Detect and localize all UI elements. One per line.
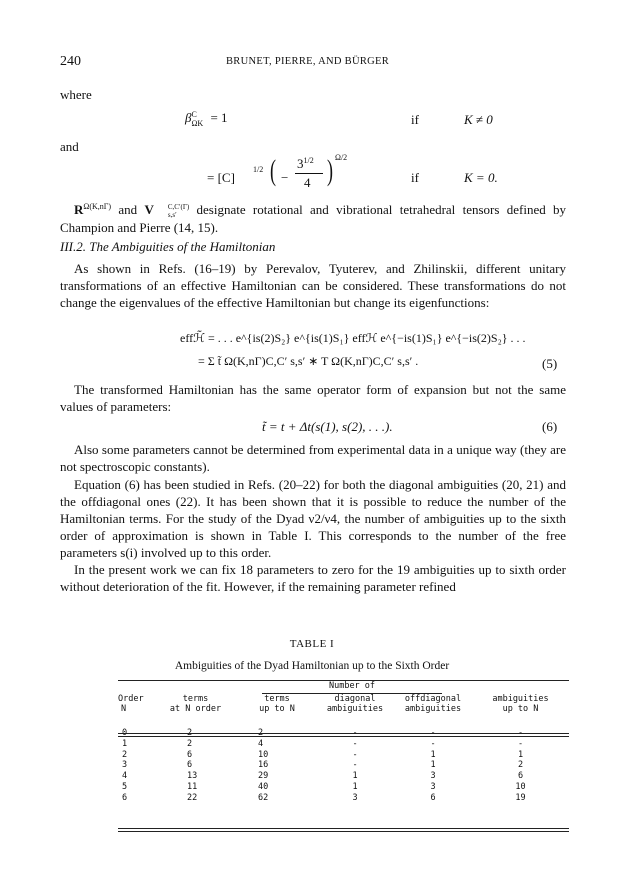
eq-beta-rhs: = 1 [210,110,228,125]
equation-5-line-1: effℋ̃ = . . . e^{is(2)S₂} e^{is(1)S₁} effℋ e^{−is(1)S₁} e^{−is(2)S₂} . . . [180,331,526,345]
cell-offdiagonal: 3 [430,781,436,792]
eq2-frac-num: $3^{1/2}$ [297,156,314,171]
eq2-minus: − [281,170,289,185]
cell-ambiguities: 2 [517,760,524,771]
table-caption: Ambiguities of the Dyad Hamiltonian up to the Sixth Order [174,660,450,672]
col-header-order: Order [118,694,144,704]
eq2-outer-exp: Ω/2 [335,153,348,162]
if-2: if [411,170,419,185]
tensor-r-sup: Ω(K,nΓ) [83,202,112,211]
cell-ambiguities: - [517,728,524,738]
table-row [118,771,569,782]
cell-terms-n: 22 [187,792,198,803]
table-label: TABLE I [289,638,335,650]
condition-1: K ≠ 0 [464,112,493,127]
table-bottom-rule-1 [118,828,569,829]
table-row [118,739,569,750]
cell-terms-up: 4 [258,738,264,749]
cell-terms-up: 2 [258,728,264,738]
cell-offdiagonal: - [430,738,436,749]
and-text: and [60,139,79,154]
if-1: if [411,112,419,127]
tensor-v-sup: C,C′(Γ) [167,203,190,211]
cell-offdiagonal: - [430,728,436,738]
paragraph-3: Also some parameters cannot be determined from experimental data in a unique way (they are not spectroscopic constants). [60,442,566,474]
table-header-row-2 [118,704,569,714]
table-group-header: Number of [328,681,376,691]
table-header-rule-2 [118,736,569,737]
eq2-paren-left: ( [270,154,276,187]
cell-terms-up: 62 [258,792,269,803]
col-header-terms-up: terms [264,694,290,704]
col-header-offdiagonal: offdiagonal [404,694,462,704]
col-subheader-ambiguities: up to N [502,704,539,714]
tensor-v-sub: s,s′ [167,211,177,219]
paragraph-1: As shown in Refs. (16–19) by Perevalov, Tyuterev, and Zhilinskii, different unitary transformations of an effective Hamiltonian can be considered. These transformations do not change the eigenvalues of the effective Hamiltonian but change its eigenfunctions: [60,261,566,310]
section-heading: III.2. The Ambiguities of the Hamiltonian [60,239,276,254]
paragraph-2: The transformed Hamiltonian has the same operator form of expansion but not the same values of parameters: [60,382,566,414]
cell-order: 6 [122,792,128,803]
cell-diagonal: - [352,728,358,738]
eq2-lhs: = [C] [207,170,235,185]
eq2-paren-right: ) [327,154,333,187]
eq-beta-symbol: β [185,110,192,125]
col-subheader-order: N [121,704,127,714]
cell-order: 5 [122,781,128,792]
page-number: 240 [60,54,81,69]
table-bottom-rule-2 [118,831,569,832]
table-row [118,782,569,793]
cell-diagonal: - [352,749,358,760]
cell-terms-n: 6 [187,760,193,771]
equation-5-line-2: = Σ t̃ Ω(K,nΓ)C,C′ s,s′ ∗ T Ω(K,nΓ)C,C′ s,s′ . [198,354,419,368]
cell-order: 3 [122,760,128,771]
cell-diagonal: - [352,760,358,771]
cell-terms-up: 29 [258,771,269,782]
cell-offdiagonal: 6 [430,792,436,803]
eq2-frac-bar [295,173,323,174]
cell-order: 1 [122,738,128,749]
cell-ambiguities: 19 [515,792,526,803]
cell-terms-up: 16 [258,760,269,771]
cell-diagonal: 3 [352,792,358,803]
col-subheader-offdiagonal: ambiguities [404,704,462,714]
tensor-sentence: designate rotational and vibrational tetrahedral tensors defined by Champion and Pierre (14, 15). [60,202,567,235]
col-subheader-terms-n: at N order [169,704,222,714]
ambiguities-table [118,694,569,804]
cell-diagonal: 1 [352,781,358,792]
equation-beta [185,110,228,128]
equation-c [207,152,377,188]
cell-terms-n: 11 [187,781,198,792]
cell-order: 4 [122,771,128,782]
cell-diagonal: - [352,738,358,749]
table-row [118,793,569,804]
where-text: where [60,87,92,102]
equation-5-number: (5) [542,356,558,371]
cell-ambiguities: 10 [515,781,526,792]
equation-6: t̃ = t + Δt(s(1), s(2), . . .). [262,419,393,434]
tensor-v-symbol: V [144,202,154,217]
eq2-exp: 1/2 [253,165,264,174]
tensor-r-symbol: R [74,202,84,217]
cell-terms-n: 13 [187,771,198,782]
cell-terms-up: 10 [258,749,269,760]
cell-offdiagonal: 3 [430,771,436,782]
equation-6-number: (6) [542,419,558,434]
col-header-terms-n: terms [182,694,209,704]
cell-ambiguities: - [517,738,524,749]
table-row [118,750,569,761]
cell-terms-n: 2 [187,738,193,749]
cell-terms-up: 40 [258,781,269,792]
condition-2: K = 0. [464,170,498,185]
table-header-row-1 [118,694,569,704]
eq-beta-sub: ΩK [191,119,204,128]
col-header-diagonal: diagonal [334,694,376,704]
cell-diagonal: 1 [352,771,358,782]
tensor-and: and [118,202,138,217]
col-subheader-diagonal: ambiguities [326,704,384,714]
cell-terms-n: 2 [187,728,193,738]
cell-offdiagonal: 1 [430,749,436,760]
col-subheader-terms-up: up to N [259,704,295,714]
cell-ambiguities: 6 [517,771,524,782]
eq2-frac-den: 4 [304,175,311,190]
col-header-ambiguities: ambiguities [492,694,549,704]
paragraph-4: Equation (6) has been studied in Refs. (20–22) for both the diagonal ambiguities (20, 21) and the offdiagonal ones (22). It has been shown that it is possible to reduce the number of the Hamiltonian terms. For the study of the Dyad ν2/ν4, the number of ambiguities up to the sixth order of approximation is shown in Table I. This corresponds to the number of the free parameters s(i) involved up to this order. [60,477,566,560]
cell-order: 0 [122,728,128,738]
cell-terms-n: 6 [187,749,193,760]
table-header-rule-1 [118,733,569,734]
paragraph-5: In the present work we can fix 18 parameters to zero for the 19 ambiguities up to sixth order without deterioration of the fit. However, if the remaining parameter refined [60,562,566,594]
table-row [118,760,569,771]
eq-beta-sup: C [191,110,197,119]
cell-ambiguities: 1 [517,749,524,760]
running-title: BRUNET, PIERRE, AND BÜRGER [226,56,390,67]
tensor-definition [60,198,566,236]
cell-order: 2 [122,749,128,760]
cell-offdiagonal: 1 [430,760,436,771]
